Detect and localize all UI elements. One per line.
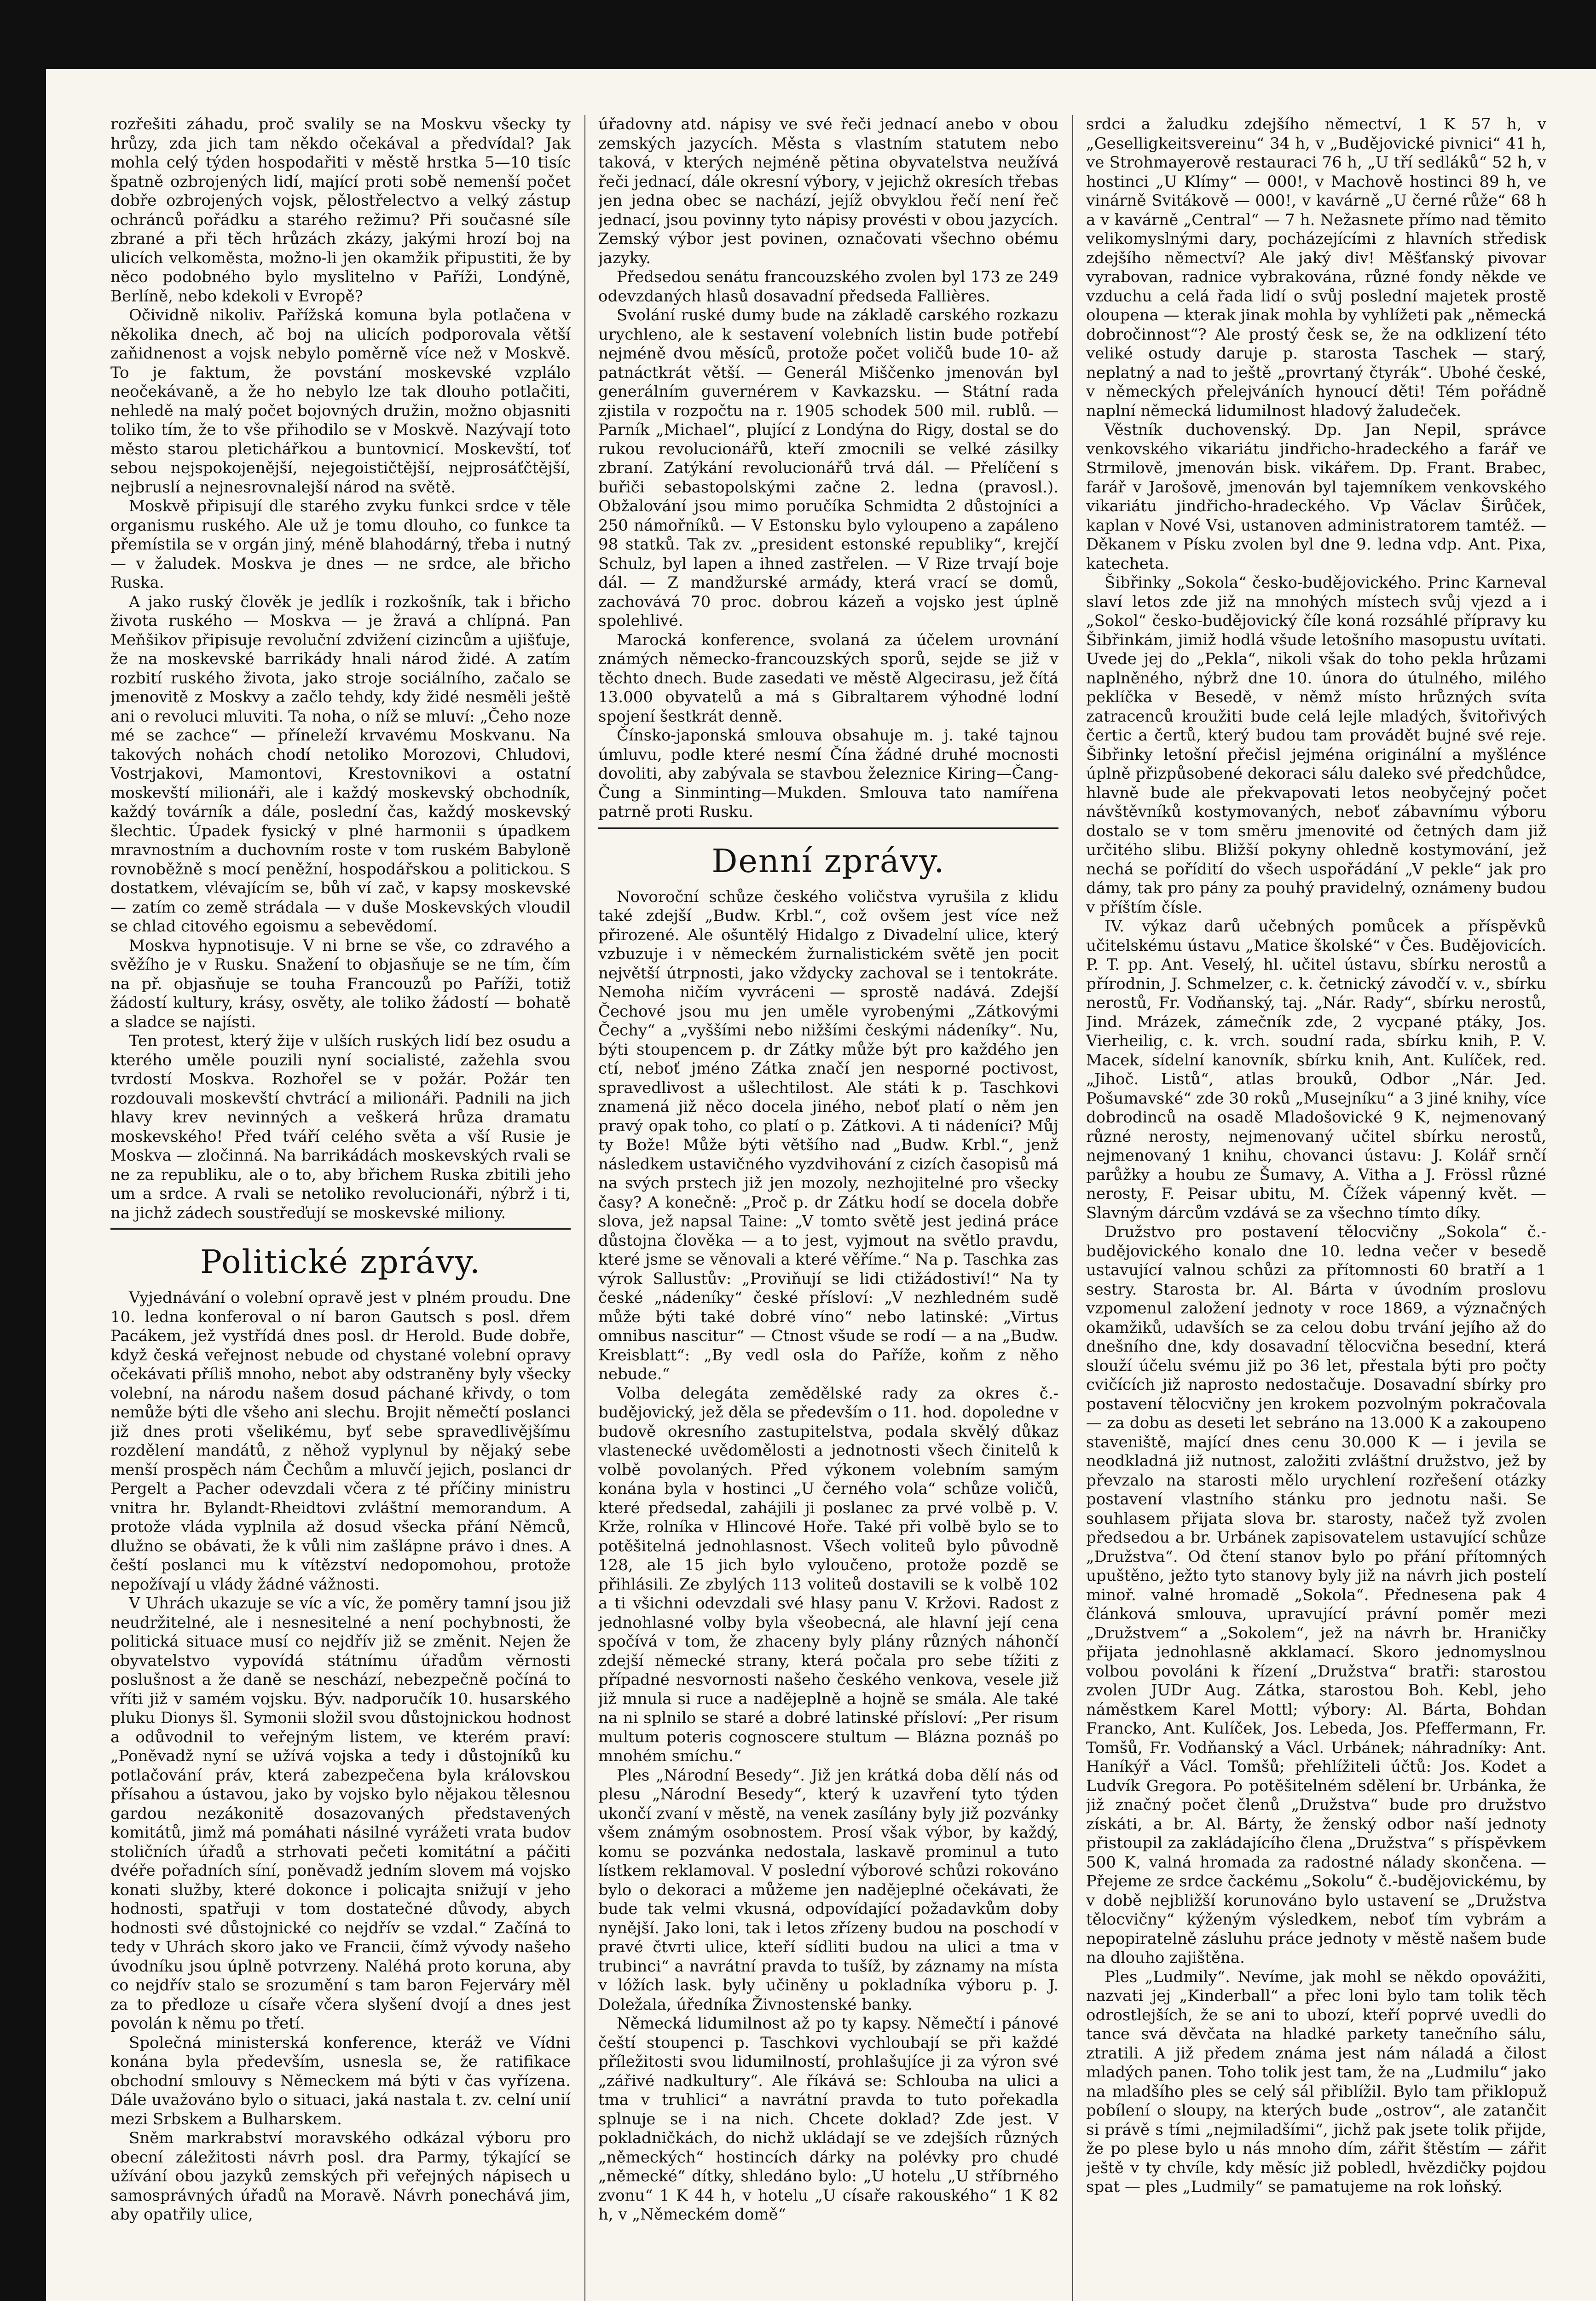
article-paragraph: Moskvě připisují dle starého zvyku funkci srdce v těle organismu ruského. Ale už je tomu dlouho, co funkce ta přemístila se v orgán jiný, méně blahodárný, třeba i nutný — v žaludek. Moskva je dnes — ne srdce, ale břicho Ruska. [110,497,571,592]
news-item: IV. výkaz darů učebných pomůcek a příspěvků učitelskému ústavu „Matice školské“ v Čes. Budějovicích. P. T. pp. Ant. Veselý, hl. učitel ústavu, sbírku nerostů a přírodnin, J. Schmelzer, c. k. četnický závodčí v. v., sbírku nerostů, Fr. Vodňanský, taj. „Nár. Rady“, sbírku nerostů, Jind. Mrázek, zámečník zde, 2 vycpané ptáky, Jos. Vierheilig, c. k. vrch. soudní rada, sbírku knih, P. V. Macek, sídelní kanovník, sbírku knih, Ant. Kulíček, red. „Jihoč. Listů“, atlas brouků, Odbor „Nár. Jed. Pošumavské“ zde 30 roků „Musejníku“ a 3 jiné knihy, více dobrodinců na osadě Mladošovické 9 K, nejmenovaný různé nerosty, nejmenovaný učitel sbírku nerostů, nejmenovaný 1 knihu, chovanci ústavu: J. Kolář srnčí parůžky a houbu ze Šumavy, A. Vitha a J. Frössl různé nerosty, F. Peisar ubitu, M. Čížek vápenný květ. — Slavným dárcům vzdává se za všechno tímto díky. [1086,917,1546,1222]
news-item: Vyjednávání o volební opravě jest v plném proudu. Dne 10. ledna konferoval o ní baron Gautsch s posl. dřem Pacákem, jež vystřídá dnes posl. dr Herold. Bude dobře, když česká veřejnost nebude od chystané volební opravy očekávati příliš mnoho, nebot aby odstraněny byly všecky volební, na národu našem dosud páchané křivdy, o tom nemůže býti dle všeho ani slechu. Brojit němečtí poslanci již dnes proti všelikému, byť sebe spravedlivějšímu rozdělení mandátů, z něhož vyplynul by nějaký sebe menší prospěch nám Čechům a mluvčí jejich, poslanci dr Pergelt a Pacher odevzdali včera z té příčiny ministru vnitra hr. Bylandt-Rheidtovi zvláštní memorandum. A protože vláda vyplnila až dosud všecka přání Němců, dlužno se obávati, že k vůli nim zašlápne právo i dnes. A čeští poslanci mu k vítězství nedopomohou, protože nepožívají u vlády žádné vážnosti. [110,1289,571,1594]
section-rule [110,1228,571,1230]
news-item: Družstvo pro postavení tělocvičny „Sokola“ č.-budějovického konalo dne 10. ledna večer v besedě ustavující valnou schůzi za přítomnosti 60 bratří a 1 sestry. Starosta br. Al. Bárta v úvodním proslovu vzpomenul založení jednoty v roce 1869, a význačných okamžiků, udavších se za celou dobu trvání jejího až do dnešního dne, kdy dosavadní tělocvična besední, která slouží účelu svému již po 36 let, přestala býti pro počty cvičících již naprosto nedostačuje. Dosavadní sbírky pro postavení tělocvičny jen krokem pozvolným pokračovala — za dobu as deseti let sebráno na 13.000 K a zakoupeno staveniště, mající dnes cenu 30.000 K — i jevila se neodkladná již nutnost, založiti zvláštní družstvo, jež by převzalo na starosti mělo urychlení rozřešení otázky postavení vlastního stánku pro jednotu naši. Se souhlasem přijata slova br. starosty, načež tyž zvolen předsedou a br. Urbánek zapisovatelem ustavující schůze „Družstva“. Od čtení stanov bylo po přání přítomných upuštěno, ježto tyto stanovy byly již na návrh jich postelí minoř. valné hromadě „Sokola“. Přednesena pak 4 článková smlouva, upravující právní poměr mezi „Družstvem“ a „Sokolem“, jež na návrh br. Hraničky přijata jednohlasně akklamací. Skoro jednomyslnou volbou povoláni k řízení „Družstva“ bratři: starostou zvolen JUDr Aug. Zátka, starostou Boh. Kebl, jeho náměstkem Karel Mottl; výbory: Al. Bárta, Bohdan Francko, Ant. Kulíček, Jos. Lebeda, Jos. Pfeffermann, Fr. Tomšů, Fr. Vodňanský a Václ. Urbánek; náhradníky: Ant. Haníkýř a Václ. Tomšů; přehlížiteli účtů: Jos. Kodet a Ludvík Gregora. Po potěšitelném sdělení br. Urbánka, že již značný počet členů „Družstva“ bude pro družstvo získáti, a br. Al. Bárty, že ženský odbor naší jednoty přistoupil za zakládajícího člena „Družstva“ s příspěvkem 500 K, valná hromada za radostné nálady skončena. — Přejeme ze srdce čackému „Sokolu“ č.-budějovickému, by v době nejbližší korunováno bylo ustavení se „Družstva tělocvičny“ kýženým výsledkem, neboť tím vybrám a nepopiratelně zásluhu práce jednoty v městě našem bude na dlouho zajištěna. [1086,1223,1546,1967]
column-divider [1072,115,1073,2301]
news-item: Ples „Ludmily“. Nevíme, jak mohl se někdo opovážiti, nazvati jej „Kinderball“ a přec loni bylo tam tolik těch odrostlejších, že se ani to ubozí, kteří poprvé uvedli do tance svá děvčata na hladké parkety tanečního sálu, ztratili. A již předem známa jest nám náladá a čilost mladých panen. Toho tolik jest tam, že na „Ludmilu“ jako na mladšího ples se celý sál přiblížil. Bylo tam přiklopuž pobílení o sloupy, na kterých bude „ostrov“, ale zatančit si právě s tími „nejmiladšími“, jichž pak jsete tolik přijde, že po plese bylo u nás mnoho dím, zářit štěstím — zářit ještě v ty chvíle, kdy měsíc již pobledl, hvězdičky pojdou spat — ples „Ludmily“ se pamatujeme na rok loňský. [1086,1967,1546,2196]
column-1 [110,115,571,2301]
article-paragraph: rozřešiti záhadu, proč svalily se na Moskvu všecky ty hrůzy, zda jich tam někdo očekával a předvídal? Jak mohla celý týden hospodařiti v městě hrstka 5—10 tisíc špatně ozbrojených lidí, mající proti sobě nemenší počet dobře ozbrojených vojsk, pělostřelectvo a velký zástup ochránců pořádku a starého režimu? Při současné síle zbrané a při těch hrůzách zkázy, jakými hrozí boj na ulicích velkoměsta, možno-li jen okamžik připustiti, že by něco podobného bylo myslitelno v Paříži, Londýně, Berlíně, nebo kdekoli v Evropě? [110,115,571,306]
news-item: Volba delegáta zemědělské rady za okres č.-budějovický, jež děla se především o 11. hod. dopoledne v budově okresního zastupitelstva, podala skvělý důkaz vlastenecké uvědomělosti a jednotnosti všech činitelů k volbě povolaných. Před výkonem volebním samým konána byla v hostinci „U černého vola“ schůze voličů, které předsedal, zahájili ji poslanec za prvé volbě p. V. Krže, rolníka v Hlincové Hoře. Také při volbě bylo se to potěšitelná jednohlasnost. Všech voliteů bylo původně 128, ale 15 jich bylo vyloučeno, protože pozdě se přihlásili. Ze zbylých 113 voliteů dostavili se k volbě 102 a ti všichni odevzdali své hlasy panu V. Kržovi. Radost z jednohlasné volby byla všeobecná, ale hlavní její cena spočívá v tom, že zhaceny byly plány různých náhončí zdejší německé strany, která počala pro sebe tížiti z případné nesvornosti našeho českého venkova, vesele již již mnula si ruce a nadějeplně a hojně se smála. Ale také na ni splnilo se staré a dobré latinské přísloví: „Per risum multum poteris cognoscere stultum — Blázna poznáš po mnohém smíchu.“ [598,1384,1058,1765]
news-item: Věstník duchovenský. Dp. Jan Nepil, správce venkovského vikariátu jindřicho-hradeckého a farář ve Strmilově, jmenován bisk. vikářem. Dp. Frant. Brabec, farář v Jarošově, jmenován byl tajemníkem venkovského vikariátu jindřicho-hradeckého. Vp Václav Širůček, kaplan v Nové Vsi, ustanoven administratorem tamtéž. — Děkanem v Písku zvolen byl dne 9. ledna vdp. Ant. Pixa, katecheta. [1086,421,1546,573]
section-rule [598,827,1058,829]
news-item: Německá lidumilnost až po ty kapsy. Němečtí i pánové čeští stoupenci p. Taschkovi vychloubají se při každé příležitosti svou lidumilností, prohlašujíce ji za výron své „zářivé nadkultury“. Ale říkává se: Schlouba na ulici a tma v truhlici“ a navrátní pravda to tuto pořekadla splnuje se i na nich. Chcete doklad? Zde jest. V pokladničkách, do nichž ukládají se ve zdejších různých „německých“ hostincích dárky na polévky pro chudé „německé“ dítky, shledáno bylo: „U hotelu „U stříbrného zvonu“ 1 K 44 h, v hotelu „U císaře rakouského“ 1 K 82 h, v „Německém domě“ [598,2014,1058,2224]
news-item: Šibřinky „Sokola“ česko-budějovického. Princ Karneval slaví letos zde již na mnohých místech svůj vjezd a i „Sokol“ česko-budějovický číle koná rozsáhlé přípravy ku Šibřinkám, jimiž hodlá všude letošního masopustu uvítati. Uvede jej do „Pekla“, nikoli však do toho pekla hrůzami naplněného, nýbrž dne 10. února do útulného, milého peklíčka v Besedě, v němž místo hrůzných svíta zatracenců kroužiti bude celá lejle mladých, švitořivých čertic a čertů, který budou tam provádět bujné své reje. Šibřinky letošní přečisl jejména originální a myšlénce úplně přizpůsobené dekoraci sálu daleko své předchůdce, hlavně bude ale překvapovati letos neobyčejný počet návštěvníků kostymovaných, neboť zábavnímu výboru dostalo se v tom směru jmenovité od četných dam již určitého slibu. Bližší pokyny ohledně kostymování, jež nechá se pořídití do všech uspořádání „V pekle“ jak pro dámy, tak pro pány za pouhý pravidelný, oznámeny budou v příštím čísle. [1086,573,1546,917]
news-item: Předsedou senátu francouzského zvolen byl 173 ze 249 odevzdaných hlasů dosavadní předseda Fallières. [598,268,1058,306]
news-item: Sněm markrabství moravského odkázal výboru pro obecní záležitosti návrh posl. dra Parmy, týkající se užívání obou jazyků zemských při veřejných nápisech u samosprávných úřadů na Moravě. Návrh ponechává jim, aby opatřily ulice, [110,2129,571,2224]
news-item: Čínsko-japonská smlouva obsahuje m. j. také tajnou úmluvu, podle které nesmí Čína žádné druhé mocnosti dovoliti, aby zabývala se stavbou železnice Kiring—Čang-Čung a Sinminting—Mukden. Smlouva tato namířena patrně proti Rusku. [598,726,1058,821]
news-item: Společná ministerská konference, kteráž ve Vídni konána byla především, usnesla se, že ratifikace obchodní smlouvy s Německem má býti v čas vyřízena. Dále uvažováno bylo o situaci, jaká nastala t. zv. celní unií mezi Srbskem a Bulharskem. [110,2033,571,2128]
article-paragraph: A jako ruský člověk je jedlík i rozkošník, tak i břicho života ruského — Moskva — je žravá a chlípná. Pan Meňšikov připisuje revoluční zdvižení cizincům a ujišťuje, že na moskevské barrikády hnali národ židé. A zatím rozbití ruského života, jako stroje sociálního, začalo se jmenovitě z Moskvy a začlo tehdy, kdy židé nesměli ještě ani o revoluci mluviti. Ta noha, o níž se mluví: „Čeho noze mé se zachce“ — příneleží krvavému Moskvanu. Na takových nohách chodí netoliko Morozovi, Chludovi, Vostrjakovi, Mamontovi, Krestovnikovi a ostatní moskevští milionáři, ale i každý moskevský obchodník, každý továrník a dále, poslední čas, každý moskevský šlechtic. Úpadek fysický v plné harmonii s úpadkem mravnostním a duchovním roste v tom ruském Babyloně rovnoběžně s mocí peněžní, hospodářskou a politickou. S dostatkem, vlévajícím se, bůh ví zač, v kapsy moskevské — zatím co země strádala — v duše Moskevských vloudil se chlad citového egoismu a sebevědomí. [110,592,571,936]
section-title-political: Politické zprávy. [200,1243,481,1281]
news-item: Svolání ruské dumy bude na základě carského rozkazu urychleno, ale k sestavení volebních listin bude potřebí nejméně dvou měsíců, protože počet voličů bude 10- až patnáctkrát větší. — Generál Miščenko jmenován byl generálním guvernérem v Kavkazsku. — Státní rada zjistila v rozpočtu na r. 1905 schodek 500 mil. rublů. — Parník „Michael“, plující z Londýna do Rigy, dostal se do rukou revolucionářů, kteří zmocnili se velké zásilky zbraní. Zatýkání revolucionářů trvá dál. — Přelíčení s buřiči sebastopolskými začne 2. ledna (pravosl.). Obžalování jsou mimo poručíka Schmidta 2 důstojníci a 250 námořníků. — V Estonsku bylo vyloupeno a zapáleno 98 statků. Tak zv. „president estonské republiky“, krejčí Schulz, byl lapen a ihned zastřelen. — V Rize trvají boje dál. — Z mandžurské armády, která vrací se domů, zachovává 70 proc. dobrou kázeň a vojsko jest úplně spolehlivé. [598,306,1058,630]
news-item: Ples „Národní Besedy“. Již jen krátká doba dělí nás od plesu „Národní Besedy“, který k uzavření tyto týden ukončí zvaní v městě, na venek zasílány byly již pozvánky všem známým osobnostem. Prosí však výbor, by každý, komu se pozvánka nedostala, laskavě prominul a tuto lístkem reklamoval. V poslední výborové schůzi rokováno bylo o dekoraci a můžeme jen nadějeplné očekávati, že bude tak velmi vkusná, odpovídající požadavkům doby nynější. Jako loni, tak i letos zřízeny budou na poschodí v pravé čtvrti ulice, kteří sídliti budou na ulici a tma v trubinci“ a navrátní pravda to tušíž, by záznamy na místa v lóžích lask. byly učiněny u pokladníka výboru p. J. Doležala, úředníka Živnostenské banky. [598,1766,1058,2014]
column-3 [1086,115,1546,2301]
news-item: Marocká konference, svolaná za účelem urovnání známých německo-francouzských sporů, sejde se již v těchto dnech. Bude zasedati ve městě Algecirasu, jež čítá 13.000 obyvatelů a má s Gibraltarem výhodné lodní spojení šestkrát denně. [598,630,1058,726]
article-paragraph: Ten protest, který žije v ulších ruských lidí bez osudu a kterého uměle pouzili nyní socialisté, zažehla svou tvrdostí Moskva. Rozhořel se v požár. Požár ten rozdouvali moskevští chvtrácí a milionáři. Padnili na jich hlavy krev nevinných a veškerá hrůza dramatu moskevského! Před tváří celého světa a vší Rusie je Moskva — zločinná. Na barrikádách moskevských rvali se ne za republiku, ale o to, aby břichem Ruska zbitili jeho um a srdce. A rvali se netoliko revolucionáři, nýbrž i ti, na jichž zádech soustřeďují se moskevské miliony. [110,1032,571,1222]
page-content [110,115,1596,2301]
article-paragraph: srdci a žaludku zdejšího němectví, 1 K 57 h, v „Geselligkeitsvereinu“ 34 h, v „Budějovické pivnici“ 41 h, ve Strohmayerově restauraci 76 h, „U tří sedláků“ 52 h, v hostinci „U Klímy“ — 000!, v Machově hostinci 89 h, ve vinárně Svitákově — 000!, v kavárně „U černé růže“ 68 h a v kavárně „Central“ — 7 h. Nežasnete přímo nad těmito velikomyslnými dary, pocházejícími z hlavních středisk zdejšího němectví? Ale jaký div! Měšťanský pivovar vyrabovan, radnice vybrakována, různé fondy někde ve vzduchu a celá řada lidí o svůj poslední majetek prostě oloupena — kterak jinak mohla by vyhlížeti pak „německá dobročinnost“? Ale prostý česk se, že na odklizení této veliké ostudy daruje p. starosta Taschek — starý, neplatný a nad to ještě „provrtaný čtyrák“. Ubohé české, v německých přelejváních hynoucí děti! Tém pořádně naplní německá lidumilnost hladový žaludeček. [1086,115,1546,420]
news-item: V Uhrách ukazuje se víc a víc, že poměry tamní jsou již neudržitelné, ale i nesnesitelné a není pochybnosti, že politická situace musí co nejdřív již se změnit. Nejen že obyvatelstvo vypovídá státnímu úřadům věrnosti poslušnost a že daně se neschází, nebezpečně počíná to vříti již v samém vojsku. Býv. nadporučík 10. husarského pluku Dionys šl. Symonii složil svou důstojnickou hodnost a odůvodnil to veřejným listem, ve kterém praví: „Poněvadž nyní se užívá vojska a tedy i důstojníků ku potlačování práv, která zabezpečena byla královskou přísahou a ústavou, jako by vojsko bylo nějakou tělesnou gardou nezákonitě dosazovaných představených komitátů, jimž má pomáhati násilné vyrážeti vrata budov stoličních úřadů a strhovati pečeti komitátní a páčiti dvéře pořadních síní, poněvadž jedním slovem má vojsko konati služby, které dokonce i policajta snižují v jeho hodnosti, spatřuji v tom dostatečné důvody, abych hodnosti své důstojnické co nejdřív se vzdal.“ Začíná to tedy v Uhrách skoro jako ve Francii, čímž vývody našeho úvodníku jsou úplně potvrzeny. Naléhá proto koruna, aby co nejdřív stalo se srozumění s tam baron Fejerváry měl za to předloze u císaře včera slyšení dvojí a dnes jest povolán k němu po třetí. [110,1594,571,2033]
column-2 [598,115,1058,2301]
article-paragraph: Očividně nikoliv. Pařížská komuna byla potlačena v několika dnech, ač boj na ulicích podporovala větší zaňidnenost a vojsk nebylo poměrně více než v Moskvě. To je faktum, že povstání moskevské vzplálo neočekávaně, a že ho nebylo lze tak dlouho potlačiti, nehledě na malý počet bojovných družin, možno objasniti toliko tím, že to vše přihodilo se v Moskvě. Nazývají toto město starou pletichářkou a buntovnicí. Moskevští, toť sebou nejspokojenější, nejegoističtější, nejprosáťčtější, nejbruslí a nejnesrovnalejší národ na světě. [110,306,571,497]
news-item: Novoroční schůze českého voličstva vyrušila z klidu také zdejší „Budw. Krbl.“, což ovšem jest více než přirozené. Ale ošuntělý Hidalgo z Divadelní ulice, který vzbuzuje i v německém žurnalistickém světě jen pocit největší útrpnosti, jako vždycky zachoval se i tentokráte. Nemoha ničím vyvráceni — sprostě nadává. Zdejší Čechové jsou mu jen uměle vyrobenými „Zátkovými Čechy“ a „vyššími nebo nižšími českými nádeníky“. Nu, býti stoupencem p. dr Zátky může být pro každého jen ctí, neboť jméno Zátka značí jen nesporné poctivost, spravedlivost a ušlechtilost. Ale státi k p. Taschkovi znamená již něco docela jiného, neboť platí o něm jen pravý opak toho, co platí o p. Zátkovi. A ti nádeníci? Můj ty Bože! Může býti většího nad „Budw. Krbl.“, jenž následkem ustavičného vyzdvihování z cizích časopisů má na svých prstech již jen mozoly, nezhojitelné pro všecky časy? A konečně: „Proč p. dr Zátku hodí se docela dobře slova, jež napsal Taine: „V tomto světě jest jediná práce důstojna člověka — a to jest, vyjmout na světlo pravdu, které jsme se věnovali a které věříme.“ Na p. Taschka zas výrok Sallustův: „Proviňují se lidi ctižádostiví!“ Na ty české „nádeníky“ české přísloví: „V nezhledném sudě může býti také dobré víno“ nebo latinské: „Virtus omnibus nascitur“ — Ctnost všude se rodí — a na „Budw. Kreisblatt“: „By vedl osla do Paříže, koňm z něho nebude.“ [598,887,1058,1383]
newspaper-page [46,69,1596,2301]
column-divider [584,115,585,2301]
article-paragraph: Moskva hypnotisuje. V ni brne se vše, co zdravého a svěžího je v Rusku. Snažení to objasňuje se ne tím, čím na př. objasňuje se touha Francouzů po Paříži, totiž žádostí kultury, krásy, osvěty, ale toliko žádostí — bohatě a sladce se najísti. [110,936,571,1031]
article-paragraph: úřadovny atd. nápisy ve své řeči jednací anebo v obou zemských jazycích. Města s vlastním statutem nebo taková, v kterých nejméně pětina obyvatelstva neužívá řeči jednací, dále okresní výbory, v jejichž okresích třebas jen jedna obec se nachází, jejíž obvyklou řečí není řeč jednací, jsou povinny tyto nápisy provésti v obou jazycích. Zemský výbor jest povinen, označovati všechno obému jazyky. [598,115,1058,267]
section-title-daily-news: Denní zprávy. [711,842,945,880]
